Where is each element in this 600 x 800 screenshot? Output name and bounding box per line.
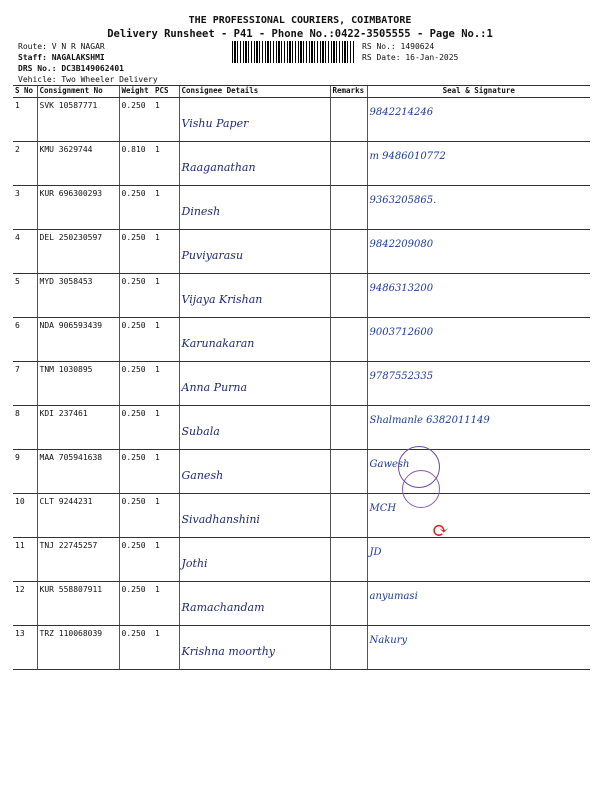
cell-weight: 0.250 — [119, 450, 153, 494]
cell-remarks — [330, 98, 367, 142]
cell-signature — [367, 230, 590, 274]
cell-consignee — [179, 582, 330, 626]
cell-sno: 12 — [13, 582, 37, 626]
cell-sno: 3 — [13, 186, 37, 230]
cell-consignee — [179, 274, 330, 318]
cell-signature — [367, 626, 590, 670]
barcode — [232, 41, 354, 63]
cell-sno: 7 — [13, 362, 37, 406]
cell-pcs: 1 — [153, 406, 179, 450]
cell-remarks — [330, 186, 367, 230]
runsheet-title: Delivery Runsheet - P41 - Phone No.:0422-3505555 - Page No.:1 — [107, 28, 493, 40]
cell-consignee — [179, 230, 330, 274]
cell-consignee — [179, 142, 330, 186]
cell-remarks — [330, 538, 367, 582]
table-row — [13, 450, 590, 494]
signature-handwriting: m 9486010772 — [369, 151, 446, 162]
cell-consignment: CLT 9244231 — [37, 494, 119, 538]
cell-remarks — [330, 406, 367, 450]
cell-consignment: DEL 250230597 — [37, 230, 119, 274]
cell-consignee — [179, 362, 330, 406]
table-header-row — [13, 86, 590, 98]
cell-weight: 0.250 — [119, 626, 153, 670]
cell-signature — [367, 98, 590, 142]
cell-pcs: 1 — [153, 582, 179, 626]
consignee-handwriting: Subala — [181, 425, 220, 438]
col-pcs: PCS — [153, 86, 179, 98]
runsheet-table — [13, 85, 590, 670]
cell-sno: 13 — [13, 626, 37, 670]
cell-consignee — [179, 450, 330, 494]
table-row — [13, 98, 590, 142]
cell-consignment: KUR 558807911 — [37, 582, 119, 626]
consignee-handwriting: Raaganathan — [181, 161, 256, 174]
cell-remarks — [330, 274, 367, 318]
cell-signature — [367, 362, 590, 406]
cell-remarks — [330, 494, 367, 538]
cell-weight: 0.250 — [119, 582, 153, 626]
table-row — [13, 494, 590, 538]
cell-consignee — [179, 98, 330, 142]
cell-weight: 0.250 — [119, 406, 153, 450]
table-row — [13, 406, 590, 450]
cell-consignment: TNJ 22745257 — [37, 538, 119, 582]
cell-sno: 8 — [13, 406, 37, 450]
cell-consignment: KDI 237461 — [37, 406, 119, 450]
cell-weight: 0.250 — [119, 362, 153, 406]
cell-signature — [367, 494, 590, 538]
cell-sno: 9 — [13, 450, 37, 494]
cell-sno: 10 — [13, 494, 37, 538]
signature-handwriting: 9842214246 — [369, 107, 434, 118]
cell-remarks — [330, 230, 367, 274]
cell-pcs: 1 — [153, 274, 179, 318]
signature-handwriting: Nakury — [369, 635, 408, 646]
col-remarks: Remarks — [330, 86, 367, 98]
table-row — [13, 362, 590, 406]
route-label: Route: V N R NAGAR — [18, 42, 105, 51]
cell-sno: 4 — [13, 230, 37, 274]
cell-sno: 2 — [13, 142, 37, 186]
cell-remarks — [330, 450, 367, 494]
signature-handwriting: 9842209080 — [369, 239, 434, 250]
cell-signature — [367, 142, 590, 186]
cell-sno: 6 — [13, 318, 37, 362]
signature-handwriting: JD — [369, 547, 382, 558]
consignee-handwriting: Sivadhanshini — [181, 513, 260, 526]
cell-remarks — [330, 582, 367, 626]
cell-consignee — [179, 318, 330, 362]
cell-pcs: 1 — [153, 450, 179, 494]
table-row — [13, 538, 590, 582]
signature-handwriting: Shalmanle 6382011149 — [369, 415, 490, 426]
signature-handwriting: 9787552335 — [369, 371, 434, 382]
consignee-handwriting: Ganesh — [181, 469, 224, 482]
consignee-handwriting: Ramachandam — [181, 601, 265, 614]
table-row — [13, 318, 590, 362]
signature-handwriting: Gawesh — [369, 459, 410, 470]
drs-label: DRS No.: DC3B149062401 — [18, 64, 124, 73]
table-row — [13, 186, 590, 230]
cell-weight: 0.250 — [119, 494, 153, 538]
cell-consignment: SVK 10587771 — [37, 98, 119, 142]
cell-sno: 1 — [13, 98, 37, 142]
cell-pcs: 1 — [153, 98, 179, 142]
cell-consignment: TRZ 110068039 — [37, 626, 119, 670]
consignee-handwriting: Krishna moorthy — [181, 645, 276, 658]
cell-weight: 0.250 — [119, 274, 153, 318]
rs-date-label: RS Date: 16-Jan-2025 — [362, 53, 459, 62]
consignee-handwriting: Puviyarasu — [181, 249, 244, 262]
signature-handwriting: 9003712600 — [369, 327, 434, 338]
cell-pcs: 1 — [153, 626, 179, 670]
cell-sno: 5 — [13, 274, 37, 318]
signature-handwriting: 9486313200 — [369, 283, 434, 294]
cell-weight: 0.250 — [119, 186, 153, 230]
col-sno: S No — [13, 86, 37, 98]
cell-remarks — [330, 362, 367, 406]
table-row — [13, 274, 590, 318]
cell-consignee — [179, 494, 330, 538]
consignee-handwriting: Karunakaran — [181, 337, 255, 350]
cell-consignment: TNM 1030895 — [37, 362, 119, 406]
cell-signature — [367, 318, 590, 362]
cell-weight: 0.250 — [119, 98, 153, 142]
cell-consignee — [179, 626, 330, 670]
cell-consignee — [179, 406, 330, 450]
cell-remarks — [330, 626, 367, 670]
table-row — [13, 626, 590, 670]
col-weight: Weight — [119, 86, 153, 98]
cell-pcs: 1 — [153, 230, 179, 274]
consignee-handwriting: Vishu Paper — [181, 117, 249, 130]
cell-consignee — [179, 538, 330, 582]
red-mark: ⟳ — [432, 518, 449, 542]
signature-handwriting: 9363205865. — [369, 195, 437, 206]
cell-pcs: 1 — [153, 142, 179, 186]
col-signature: Seal & Signature — [367, 86, 590, 98]
col-consignee: Consignee Details — [179, 86, 330, 98]
cell-signature — [367, 274, 590, 318]
cell-consignment: MYD 3058453 — [37, 274, 119, 318]
consignee-handwriting: Anna Purna — [181, 381, 248, 394]
cell-pcs: 1 — [153, 318, 179, 362]
col-consignment: Consignment No — [37, 86, 119, 98]
cell-pcs: 1 — [153, 494, 179, 538]
cell-weight: 0.250 — [119, 318, 153, 362]
cell-weight: 0.250 — [119, 538, 153, 582]
table-row — [13, 582, 590, 626]
staff-label: Staff: NAGALAKSHMI — [18, 53, 105, 62]
cell-consignment: NDA 906593439 — [37, 318, 119, 362]
consignee-handwriting: Jothi — [181, 557, 208, 570]
cell-signature — [367, 406, 590, 450]
consignee-handwriting: Vijaya Krishan — [181, 293, 263, 306]
table-row — [13, 142, 590, 186]
cell-signature — [367, 538, 590, 582]
cell-consignee — [179, 186, 330, 230]
signature-handwriting: anyumasi — [369, 591, 418, 602]
cell-consignment: MAA 705941638 — [37, 450, 119, 494]
signature-handwriting: MCH — [369, 503, 397, 514]
company-title: THE PROFESSIONAL COURIERS, COIMBATORE — [188, 15, 412, 26]
cell-pcs: 1 — [153, 538, 179, 582]
cell-pcs: 1 — [153, 186, 179, 230]
cell-remarks — [330, 142, 367, 186]
table-row — [13, 230, 590, 274]
cell-sno: 11 — [13, 538, 37, 582]
cell-consignment: KUR 696300293 — [37, 186, 119, 230]
consignee-handwriting: Dinesh — [181, 205, 221, 218]
seal-stamp — [402, 470, 440, 508]
cell-weight: 0.250 — [119, 230, 153, 274]
vehicle-label: Vehicle: Two Wheeler Delivery — [18, 75, 158, 84]
cell-weight: 0.810 — [119, 142, 153, 186]
rs-no-label: RS No.: 1490624 — [362, 42, 435, 51]
cell-signature — [367, 582, 590, 626]
cell-pcs: 1 — [153, 362, 179, 406]
cell-consignment: KMU 3629744 — [37, 142, 119, 186]
cell-signature — [367, 186, 590, 230]
cell-remarks — [330, 318, 367, 362]
